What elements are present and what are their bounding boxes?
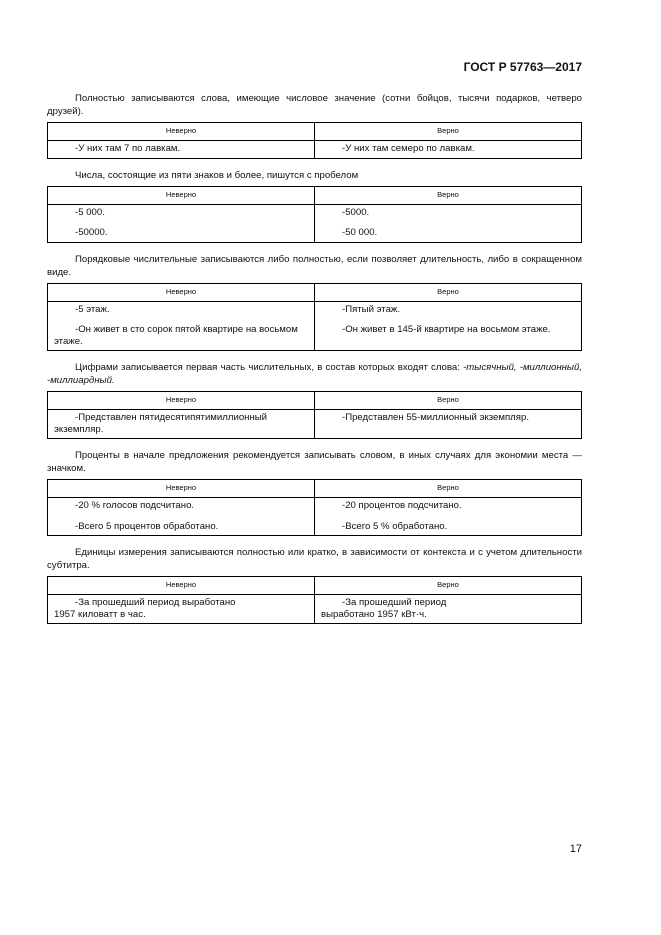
intro-text: Цифрами записывается первая часть числительных, в состав которых входят слова: bbox=[75, 362, 464, 373]
right-example: -У них там семеро по лавкам. bbox=[342, 143, 475, 154]
right-cell bbox=[315, 204, 582, 242]
wrong-example: -У них там 7 по лавкам. bbox=[75, 143, 181, 154]
header-right: Верно bbox=[315, 123, 582, 141]
right-example: -Представлен 55-миллионный экземпляр. bbox=[342, 412, 529, 423]
right-example: -5000. bbox=[342, 206, 370, 218]
right-example: -Всего 5 % обработано. bbox=[342, 520, 448, 532]
right-cell bbox=[315, 301, 582, 351]
wrong-example: -50000. bbox=[75, 227, 108, 238]
wrong-example: -5 этаж. bbox=[75, 303, 110, 315]
wrong-example: -5 000. bbox=[75, 206, 105, 218]
wrong-example: -Всего 5 процентов обработано. bbox=[75, 520, 219, 532]
header-wrong: Неверно bbox=[48, 283, 315, 301]
wrong-example: -Он живет в сто сорок пятой квартире на восьмом этаже. bbox=[54, 324, 298, 347]
header-wrong: Неверно bbox=[48, 577, 315, 595]
right-cell bbox=[315, 141, 582, 159]
right-cell bbox=[315, 410, 582, 439]
page-number: 17 bbox=[569, 843, 582, 855]
comparison-table bbox=[47, 283, 582, 352]
header-right: Верно bbox=[315, 480, 582, 498]
comparison-table bbox=[47, 122, 582, 159]
right-cell bbox=[315, 595, 582, 624]
header-right: Верно bbox=[315, 577, 582, 595]
comparison-table bbox=[47, 479, 582, 536]
header-wrong: Неверно bbox=[48, 186, 315, 204]
section-intro bbox=[47, 361, 582, 387]
wrong-example: -Представлен пятидесятипятимиллионный экземпляр. bbox=[54, 412, 268, 435]
section-intro: Единицы измерения записываются полностью или кратко, в зависимости от контекста и с учетом длительности субтитра. bbox=[47, 547, 582, 571]
header-right: Верно bbox=[315, 283, 582, 301]
page-content bbox=[47, 92, 582, 634]
wrong-cell bbox=[48, 410, 315, 439]
header-wrong: Неверно bbox=[48, 480, 315, 498]
header-right: Верно bbox=[315, 186, 582, 204]
header-right: Верно bbox=[315, 392, 582, 410]
wrong-cell bbox=[48, 141, 315, 159]
section-intro: Полностью записываются слова, имеющие числовое значение (сотни бойцов, тысячи подарков, четверо друзей). bbox=[47, 93, 582, 117]
comparison-table bbox=[47, 391, 582, 439]
right-example: -Пятый этаж. bbox=[342, 303, 400, 315]
right-example: -50 000. bbox=[342, 227, 378, 238]
header-wrong: Неверно bbox=[48, 123, 315, 141]
right-example: -20 процентов подсчитано. bbox=[342, 500, 462, 511]
section-intro: Проценты в начале предложения рекомендуется записывать словом, в иных случаях для экономии места — значком. bbox=[47, 450, 582, 474]
right-cell bbox=[315, 498, 582, 536]
intro-italic-words: -тысячный, -миллионный, -миллиардный. bbox=[47, 362, 582, 386]
wrong-cell bbox=[48, 204, 315, 242]
document-id: ГОСТ Р 57763—2017 bbox=[463, 60, 582, 74]
wrong-cell bbox=[48, 595, 315, 624]
right-example: -За прошедший период выработано 1957 кВт·ч. bbox=[321, 597, 447, 620]
right-example: -Он живет в 145-й квартире на восьмом этаже. bbox=[342, 324, 551, 335]
comparison-table bbox=[47, 186, 582, 243]
section-intro: Числа, состоящие из пяти знаков и более, пишутся с пробелом bbox=[75, 169, 359, 181]
wrong-cell bbox=[48, 301, 315, 351]
comparison-table bbox=[47, 576, 582, 624]
header-wrong: Неверно bbox=[48, 392, 315, 410]
wrong-example: -20 % голосов подсчитано. bbox=[75, 500, 195, 511]
section-intro: Порядковые числительные записываются либо полностью, если позволяет длительность, либо в сокращенном виде. bbox=[47, 253, 582, 278]
wrong-cell bbox=[48, 498, 315, 536]
wrong-example: -За прошедший период выработано 1957 киловатт в час. bbox=[54, 597, 236, 620]
